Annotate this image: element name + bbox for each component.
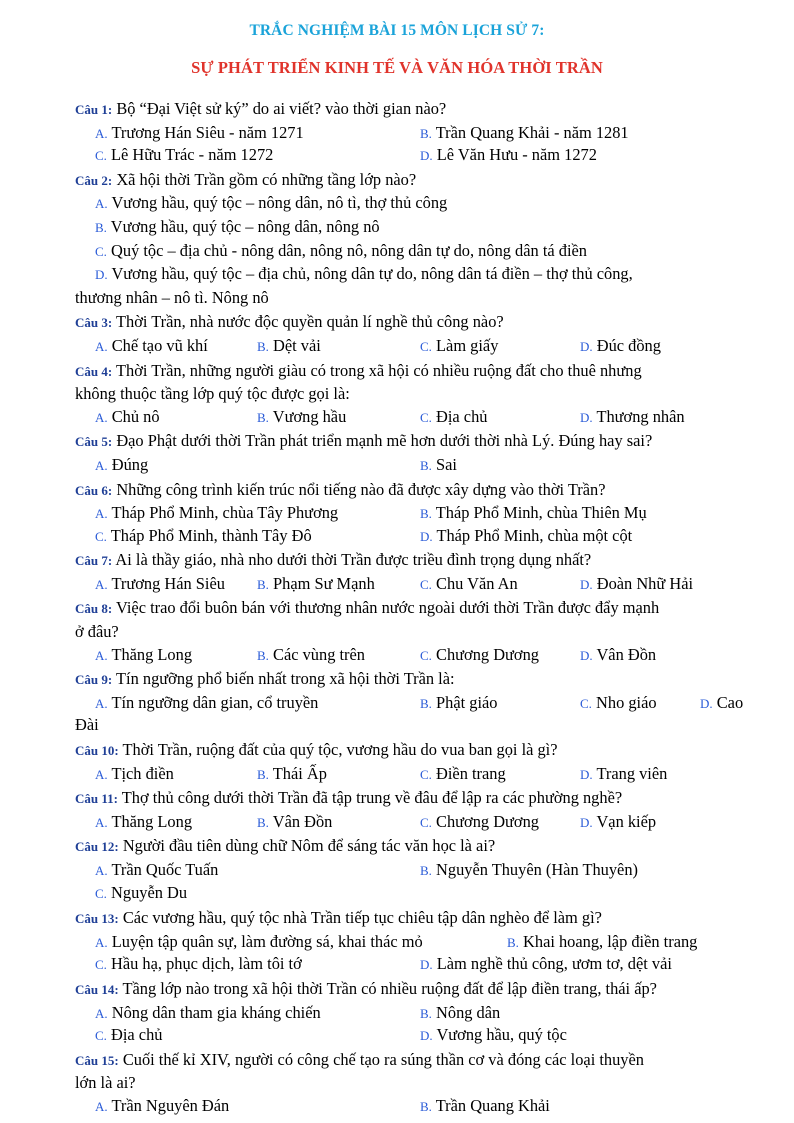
option-text: Trang viên [596,763,668,783]
option-letter: C. [420,814,432,830]
answer-option[interactable] [420,953,672,977]
option-text: Vạn kiếp [596,811,657,831]
option-row [75,1024,755,1047]
option-text: Trần Quốc Tuấn [111,860,219,879]
question-list [75,96,755,1118]
question-stem [75,430,755,454]
option-text: Trần Quang Khải [435,1095,550,1115]
question-stem [75,169,755,193]
option-text: Chủ nô [111,406,160,426]
option-letter: B. [257,647,269,663]
answer-option[interactable] [420,144,597,168]
answer-option[interactable] [420,1002,500,1026]
option-letter: B. [95,219,107,235]
question-number: Câu 2: [75,172,113,188]
answer-option[interactable] [580,573,693,597]
question-item [75,169,755,310]
option-text: Chương Dương [436,811,539,831]
question-stem [75,668,755,692]
question-text: Thời Trần, những người giàu có trong xã hội có nhiều ruộng đất cho thuê nhưng [116,360,642,380]
option-text: Vương hầu [272,406,347,426]
option-text: Trương Hán Siêu - năm 1271 [111,122,304,142]
option-letter: A. [95,1005,108,1021]
question-number: Câu 12: [75,839,119,855]
option-text: Dệt vải [273,335,321,355]
option-letter: A. [95,934,108,950]
question-text: Người đầu tiên dùng chữ Nôm để sáng tác văn học là ai? [122,836,496,856]
question-number: Câu 3: [75,315,113,331]
option-text: Thăng Long [111,644,193,664]
answer-option[interactable] [420,692,498,716]
answer-option[interactable] [420,811,539,835]
answer-option[interactable] [75,882,755,906]
question-number: Câu 11: [75,791,118,807]
option-text: Chu Văn An [436,573,518,593]
option-row [75,122,755,145]
option-text: Vân Đồn [272,811,333,831]
question-number: Câu 9: [75,672,113,688]
question-item [75,739,755,785]
option-text: Đoàn Nhữ Hải [596,573,694,593]
option-letter: C. [580,695,592,711]
question-item [75,1049,755,1118]
option-letter: B. [257,814,269,830]
question-stem [75,479,755,503]
option-text: Các vùng trên [273,644,365,664]
question-item [75,549,755,595]
answer-option[interactable] [95,811,192,835]
option-text: Nguyễn Thuyên (Hàn Thuyên) [436,860,638,879]
answer-option[interactable] [75,216,755,240]
question-stem [75,835,755,859]
answer-option[interactable] [420,122,629,146]
page-title: TRẮC NGHIỆM BÀI 15 MÔN LỊCH SỬ 7: [249,22,545,39]
answer-option[interactable] [257,811,332,835]
option-letter: A. [95,576,108,592]
question-number: Câu 1: [75,102,113,117]
question-stem [75,549,755,573]
option-letter: D. [580,409,593,425]
option-letter: C. [95,1028,107,1044]
option-letter: D. [420,1028,433,1044]
option-letter: A. [95,647,108,663]
question-number: Câu 14: [75,981,119,997]
option-letter: D. [95,267,108,283]
option-letter: A. [95,125,108,141]
answer-option[interactable] [580,692,657,716]
question-text: Tầng lớp nào trong xã hội thời Trần có nhiều ruộng đất để lập điền trang, thái ấp? [122,978,657,998]
option-row [75,406,755,429]
question-item [75,98,755,167]
question-text: Ai là thầy giáo, nhà nho dưới thời Trần được triều đình trọng dụng nhất? [115,550,592,570]
option-text: Luyện tập quân sự, làm đường sá, khai thác mỏ [111,931,423,951]
answer-option[interactable] [95,1002,321,1026]
answer-option[interactable] [75,192,755,216]
question-stem [75,978,755,1002]
answer-option[interactable] [580,335,661,359]
option-text: Đúc đồng [596,335,661,355]
option-row [75,144,755,167]
answer-option[interactable] [95,1024,162,1048]
answer-option[interactable] [95,406,160,430]
question-stem [75,360,755,384]
option-row [75,811,755,834]
option-letter: D. [580,647,593,663]
option-letter: A. [95,863,108,878]
option-text: Điền trang [436,763,506,783]
option-row [75,763,755,786]
option-text: Vương hầu, quý tộc – nông dân, nô tì, thợ thủ công [111,193,448,213]
answer-option[interactable] [420,1095,550,1119]
answer-option[interactable] [580,811,656,835]
option-letter: A. [95,766,108,782]
answer-option[interactable] [257,573,375,597]
option-row [75,525,755,548]
option-row [75,502,755,525]
option-letter: A. [95,338,108,354]
option-letter: D. [580,814,593,830]
option-text: Nông dân tham gia kháng chiến [111,1002,321,1022]
option-text: Lê Hữu Trác - năm 1272 [111,145,274,165]
option-letter: B. [257,409,269,425]
option-letter: B. [257,766,269,782]
option-text: Tịch điền [111,763,174,783]
option-text: Cao [716,692,744,712]
answer-option[interactable] [95,454,148,478]
question-text: Thời Trần, nhà nước độc quyền quản lí nghề thủ công nào? [116,312,504,332]
option-text: Làm giấy [436,335,499,355]
option-text: Vân Đồn [596,644,657,664]
option-letter: B. [420,125,432,141]
question-stem [75,1049,755,1073]
question-number: Câu 10: [75,743,119,759]
option-text: Quý tộc – địa chủ - nông dân, nông nô, nông dân tự do, nông dân tá điền [111,240,587,260]
option-letter: B. [257,338,269,354]
option-text: Nông dân [436,1002,501,1022]
question-stem [75,787,755,811]
question-text: Đạo Phật dưới thời Trần phát triển mạnh mẽ hơn dưới thời nhà Lý. Đúng hay sai? [116,431,653,451]
option-letter: A. [95,814,108,830]
question-text: Bộ “Đại Việt sử ký” do ai viết? vào thời gian nào? [116,99,447,118]
option-letter: D. [420,957,433,973]
answer-option[interactable] [580,406,685,430]
answer-option[interactable] [95,953,302,977]
question-number: Câu 5: [75,434,113,450]
option-letter: B. [420,457,432,473]
option-letter: A. [95,695,108,711]
option-letter: A. [95,457,108,473]
option-letter: D. [420,148,433,164]
question-stem [75,311,755,335]
option-row [75,644,755,667]
option-text: Tháp Phổ Minh, thành Tây Đô [110,525,312,545]
option-text: Trần Nguyên Đán [111,1095,230,1115]
question-number: Câu 13: [75,911,119,927]
option-text: Làm nghề thủ công, ươm tơ, dệt vải [436,954,672,974]
answer-option[interactable] [420,335,498,359]
option-text: Vương hầu, quý tộc – địa chủ, nông dân tự do, nông dân tá điền – thợ thủ công, [111,264,633,284]
option-text: Khai hoang, lập điền trang [523,931,698,951]
option-letter: D. [700,695,713,711]
option-text: Trần Quang Khải - năm 1281 [435,122,629,142]
question-text: Thợ thủ công dưới thời Trần đã tập trung về đâu để lập ra các phường nghề? [121,788,623,808]
question-number: Câu 4: [75,363,113,379]
option-continued: thương nhân – nô tì. Nông nô [75,287,269,307]
option-row [75,335,755,358]
option-text: Phật giáo [436,692,498,712]
answer-option[interactable] [95,644,192,668]
option-letter: A. [95,409,108,425]
answer-option[interactable] [257,335,321,359]
option-letter: B. [507,934,519,950]
option-letter: D. [580,338,593,354]
option-letter: B. [420,695,432,711]
question-item [75,360,755,429]
answer-option[interactable] [257,644,365,668]
answer-option[interactable] [420,1024,567,1048]
option-text: Chương Dương [436,644,539,664]
option-letter: C. [420,647,432,663]
question-stem [75,98,755,122]
answer-option[interactable] [420,525,632,549]
answer-option[interactable] [95,335,208,359]
option-text: Tháp Phổ Minh, chùa Tây Phương [111,503,339,523]
option-letter: C. [420,338,432,354]
option-continued: Đài [75,715,99,735]
question-text-continued: lớn là ai? [75,1073,136,1093]
answer-option[interactable] [95,931,423,955]
option-text: Đúng [111,454,149,474]
question-text: Thời Trần, ruộng đất của quý tộc, vương hầu do vua ban gọi là gì? [122,740,558,760]
answer-option[interactable] [95,573,225,597]
option-text: Vương hầu, quý tộc – nông dân, nông nô [110,216,380,236]
option-text: Địa chủ [111,1025,163,1045]
option-row [75,931,755,954]
question-number: Câu 6: [75,482,113,498]
answer-option[interactable] [257,406,346,430]
option-letter: C. [420,409,432,425]
answer-option[interactable] [95,1095,229,1119]
option-letter: C. [95,957,107,973]
option-letter: B. [420,1005,432,1021]
option-text: Tháp Phổ Minh, chùa một cột [436,525,633,545]
option-text: Thái Ấp [272,763,327,783]
option-letter: B. [257,576,269,592]
option-letter: C. [420,576,432,592]
answer-option[interactable] [420,502,647,526]
answer-option[interactable] [420,763,506,787]
answer-option[interactable] [420,454,457,478]
option-text: Chế tạo vũ khí [111,335,208,355]
answer-option[interactable] [580,763,667,787]
question-text: Việc trao đổi buôn bán với thương nhân nước ngoài dưới thời Trần được đẩy mạnh [116,598,660,618]
option-letter: A. [95,506,108,522]
option-row [75,573,755,596]
answer-option[interactable] [257,763,327,787]
question-text: Các vương hầu, quý tộc nhà Trần tiếp tục chiêu tập dân nghèo để làm gì? [122,908,602,928]
question-text: Xã hội thời Trần gồm có những tầng lớp nào? [116,169,417,189]
option-text: Vương hầu, quý tộc [436,1025,567,1045]
option-row [75,1002,755,1025]
question-number: Câu 7: [75,553,113,569]
question-item [75,430,755,476]
page-subtitle: SỰ PHÁT TRIỂN KINH TẾ VÀ VĂN HÓA THỜI TRẦN [191,58,603,77]
question-stem [75,907,755,931]
answer-option[interactable] [75,240,755,264]
question-item [75,479,755,548]
option-text: Hầu hạ, phục dịch, làm tôi tớ [111,954,302,974]
option-letter: B. [420,506,432,522]
option-row [75,953,755,976]
answer-option[interactable] [95,122,304,146]
option-text: Thương nhân [596,406,685,426]
option-letter: C. [420,766,432,782]
question-stem [75,739,755,763]
answer-option[interactable] [420,644,539,668]
question-item [75,907,755,976]
answer-option[interactable] [95,692,318,716]
option-text: Trương Hán Siêu [111,573,225,593]
option-text: Thăng Long [111,811,193,831]
option-letter: B. [420,1098,432,1114]
option-letter: D. [580,766,593,782]
option-letter: B. [420,863,432,878]
question-text: Tín ngưỡng phổ biến nhất trong xã hội thời Trần là: [116,669,455,689]
option-text: Nho giáo [596,692,657,712]
option-text: Lê Văn Hưu - năm 1272 [436,145,597,165]
question-text: Cuối thế kỉ XIV, người có công chế tạo ra súng thần cơ và đóng các loại thuyền [122,1049,644,1069]
question-text-continued: không thuộc tầng lớp quý tộc được gọi là: [75,384,350,404]
answer-option[interactable] [75,263,755,287]
option-letter: D. [420,528,433,544]
answer-option[interactable] [580,644,656,668]
option-letter: C. [95,243,107,259]
answer-option[interactable] [95,502,338,526]
option-text: Phạm Sư Mạnh [273,573,375,593]
answer-option[interactable] [420,573,518,597]
option-letter: A. [95,1098,108,1114]
option-letter: C. [95,885,107,901]
question-item [75,787,755,833]
option-letter: C. [95,148,107,164]
option-text: Nguyễn Du [111,882,188,902]
option-row [75,692,755,715]
answer-option[interactable] [95,859,218,883]
question-item [75,668,755,737]
question-item [75,597,755,666]
question-stem [75,597,755,621]
option-letter: C. [95,528,107,544]
option-text: Tháp Phổ Minh, chùa Thiên Mụ [435,503,647,523]
question-item [75,978,755,1047]
option-row [75,454,755,477]
question-item [75,835,755,905]
question-number: Câu 15: [75,1052,119,1068]
option-letter: A. [95,196,108,212]
option-text: Sai [436,454,457,474]
answer-option[interactable] [95,763,174,787]
option-row [75,859,755,882]
question-text: Những công trình kiến trúc nổi tiếng nào đã được xây dựng vào thời Trần? [116,479,606,499]
answer-option[interactable] [95,525,312,549]
option-letter: D. [580,576,593,592]
option-text: Tín ngưỡng dân gian, cổ truyền [111,692,319,712]
answer-option[interactable] [420,859,638,883]
answer-option[interactable] [420,406,487,430]
answer-option[interactable] [95,144,273,168]
question-number: Câu 8: [75,601,113,617]
question-text-continued: ở đâu? [75,622,119,642]
question-item [75,311,755,357]
option-text: Địa chủ [436,406,488,426]
answer-option[interactable] [507,931,697,955]
answer-option[interactable] [700,692,743,716]
option-row [75,1095,755,1118]
